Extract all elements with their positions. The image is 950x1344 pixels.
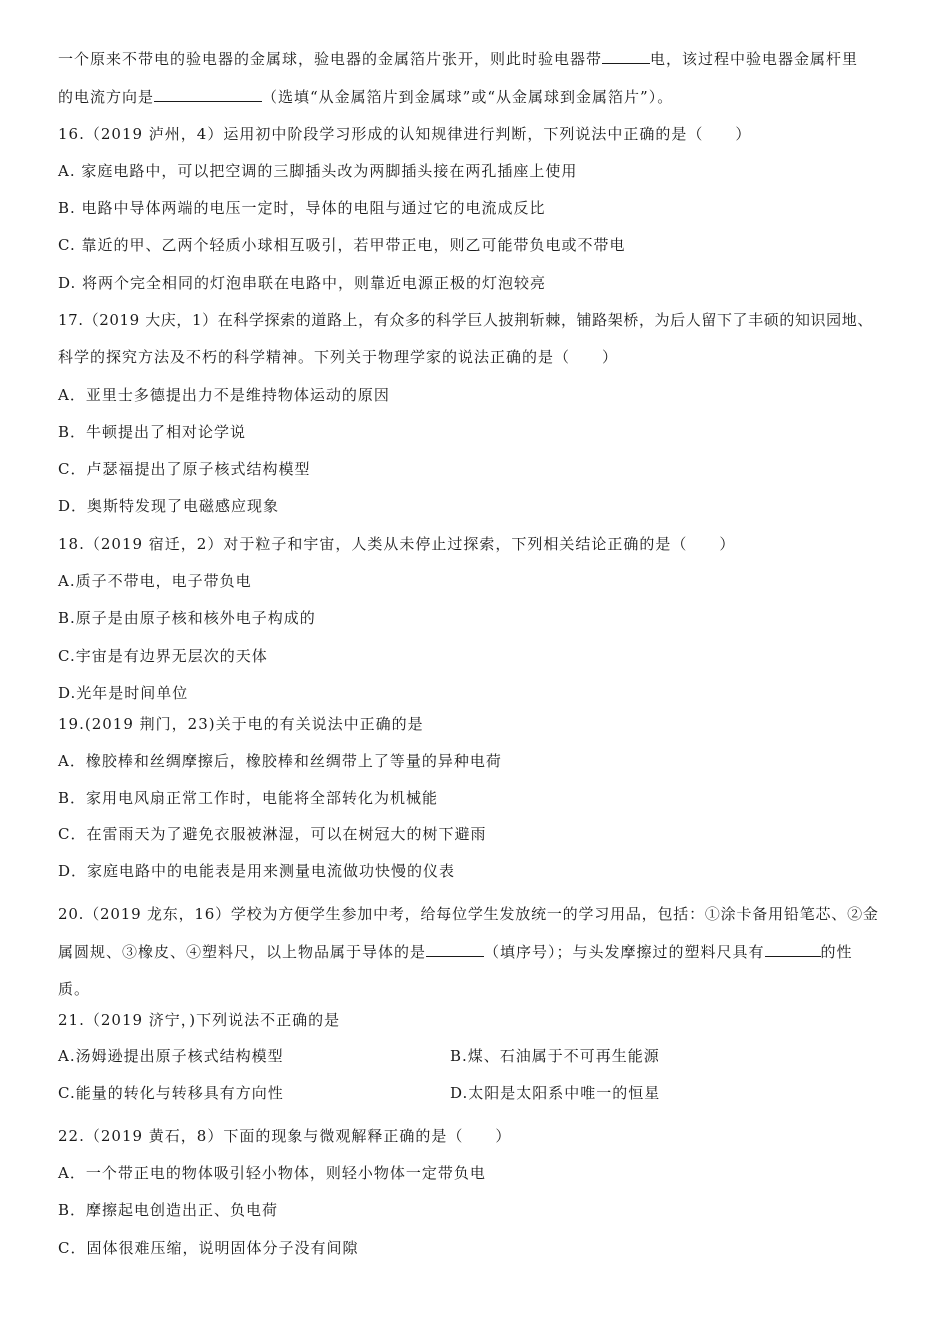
q20-text-a: 属圆规、③橡皮、④塑料尺，以上物品属于导体的是: [58, 943, 427, 961]
q20-line-2: [58, 941, 853, 962]
q19-option-b: B．家用电风扇正常工作时，电能将全部转化为机械能: [58, 789, 439, 807]
answer-blank[interactable]: [426, 941, 484, 957]
q15-text-c: 的电流方向是: [58, 88, 155, 106]
q21-stem: 21.（2019 济宁，)下列说法不正确的是: [58, 1011, 341, 1029]
q16-option-c: C. 靠近的甲、乙两个轻质小球相互吸引，若甲带正电，则乙可能带负电或不带电: [58, 236, 626, 254]
q17-option-b: B．牛顿提出了相对论学说: [58, 423, 247, 441]
q19-option-a: A．橡胶棒和丝绸摩擦后，橡胶棒和丝绸带上了等量的异种电荷: [58, 752, 502, 770]
q22-option-a: A．一个带正电的物体吸引轻小物体，则轻小物体一定带负电: [58, 1164, 486, 1182]
q17-stem-cont: 科学的探究方法及不朽的科学精神。下列关于物理学家的说法正确的是（ ）: [58, 348, 619, 366]
q15-line-1: [58, 48, 858, 69]
q17-option-c: C．卢瑟福提出了原子核式结构模型: [58, 460, 311, 478]
q17-stem: 17.（2019 大庆，1）在科学探索的道路上，有众多的科学巨人披荆斩棘，铺路架桥，为后人留下了丰硕的知识园地、: [58, 311, 873, 329]
q16-option-d: D. 将两个完全相同的灯泡串联在电路中，则靠近电源正极的灯泡较亮: [58, 274, 547, 292]
q15-text-a: 一个原来不带电的验电器的金属球，验电器的金属箔片张开，则此时验电器带: [58, 50, 603, 68]
q21-option-a: A.汤姆逊提出原子核式结构模型: [58, 1047, 284, 1065]
answer-blank[interactable]: [765, 941, 821, 957]
q19-option-c: C．在雷雨天为了避免衣服被淋湿，可以在树冠大的树下避雨: [58, 825, 487, 843]
q15-text-d: （选填“从金属箔片到金属球”或“从金属球到金属箔片”）。: [262, 88, 674, 106]
q18-option-c: C.宇宙是有边界无层次的天体: [58, 647, 268, 665]
q15-text-b: 电，该过程中验电器金属杆里: [650, 50, 859, 68]
answer-blank[interactable]: [602, 48, 650, 64]
q20-text-b: （填序号）；与头发摩擦过的塑料尺具有: [484, 943, 765, 961]
answer-blank[interactable]: [154, 86, 262, 102]
q16-stem: 16.（2019 泸州，4）运用初中阶段学习形成的认知规律进行判断，下列说法中正确的是（ ）: [58, 125, 752, 143]
q16-option-b: B. 电路中导体两端的电压一定时，导体的电阻与通过它的电流成反比: [58, 199, 546, 217]
q18-stem: 18.（2019 宿迁，2）对于粒子和宇宙，人类从未停止过探索，下列相关结论正确的是（ ）: [58, 535, 736, 553]
q18-option-b: B.原子是由原子核和核外电子构成的: [58, 609, 316, 627]
q22-option-b: B．摩擦起电创造出正、负电荷: [58, 1201, 279, 1219]
q21-options-row-1: [58, 1046, 858, 1066]
q22-stem: 22.（2019 黄石，8）下面的现象与微观解释正确的是（ ）: [58, 1127, 512, 1145]
q21-option-b: B.煤、石油属于不可再生能源: [450, 1047, 660, 1065]
q19-option-d: D．家庭电路中的电能表是用来测量电流做功快慢的仪表: [58, 862, 456, 880]
q16-option-a: A. 家庭电路中，可以把空调的三脚插头改为两脚插头接在两孔插座上使用: [58, 162, 578, 180]
q21-options-row-2: [58, 1083, 858, 1103]
q17-option-d: D．奥斯特发现了电磁感应现象: [58, 497, 280, 515]
q20-text-c: 的性: [820, 943, 853, 961]
q18-option-d: D.光年是时间单位: [58, 684, 189, 702]
q17-option-a: A．亚里士多德提出力不是维持物体运动的原因: [58, 386, 390, 404]
q22-option-c: C．固体很难压缩，说明固体分子没有间隙: [58, 1239, 359, 1257]
q15-line-2: [58, 86, 673, 107]
q20-line-3: 质。: [58, 980, 91, 998]
q21-option-d: D.太阳是太阳系中唯一的恒星: [450, 1084, 661, 1102]
q20-line-1: 20.（2019 龙东，16）学校为方便学生参加中考，给每位学生发放统一的学习用品，包括：①涂卡备用铅笔芯、②金: [58, 905, 879, 923]
q21-option-c: C.能量的转化与转移具有方向性: [58, 1084, 284, 1102]
q18-option-a: A.质子不带电，电子带负电: [58, 572, 252, 590]
q19-stem: 19.(2019 荆门，23)关于电的有关说法中正确的是: [58, 715, 424, 733]
